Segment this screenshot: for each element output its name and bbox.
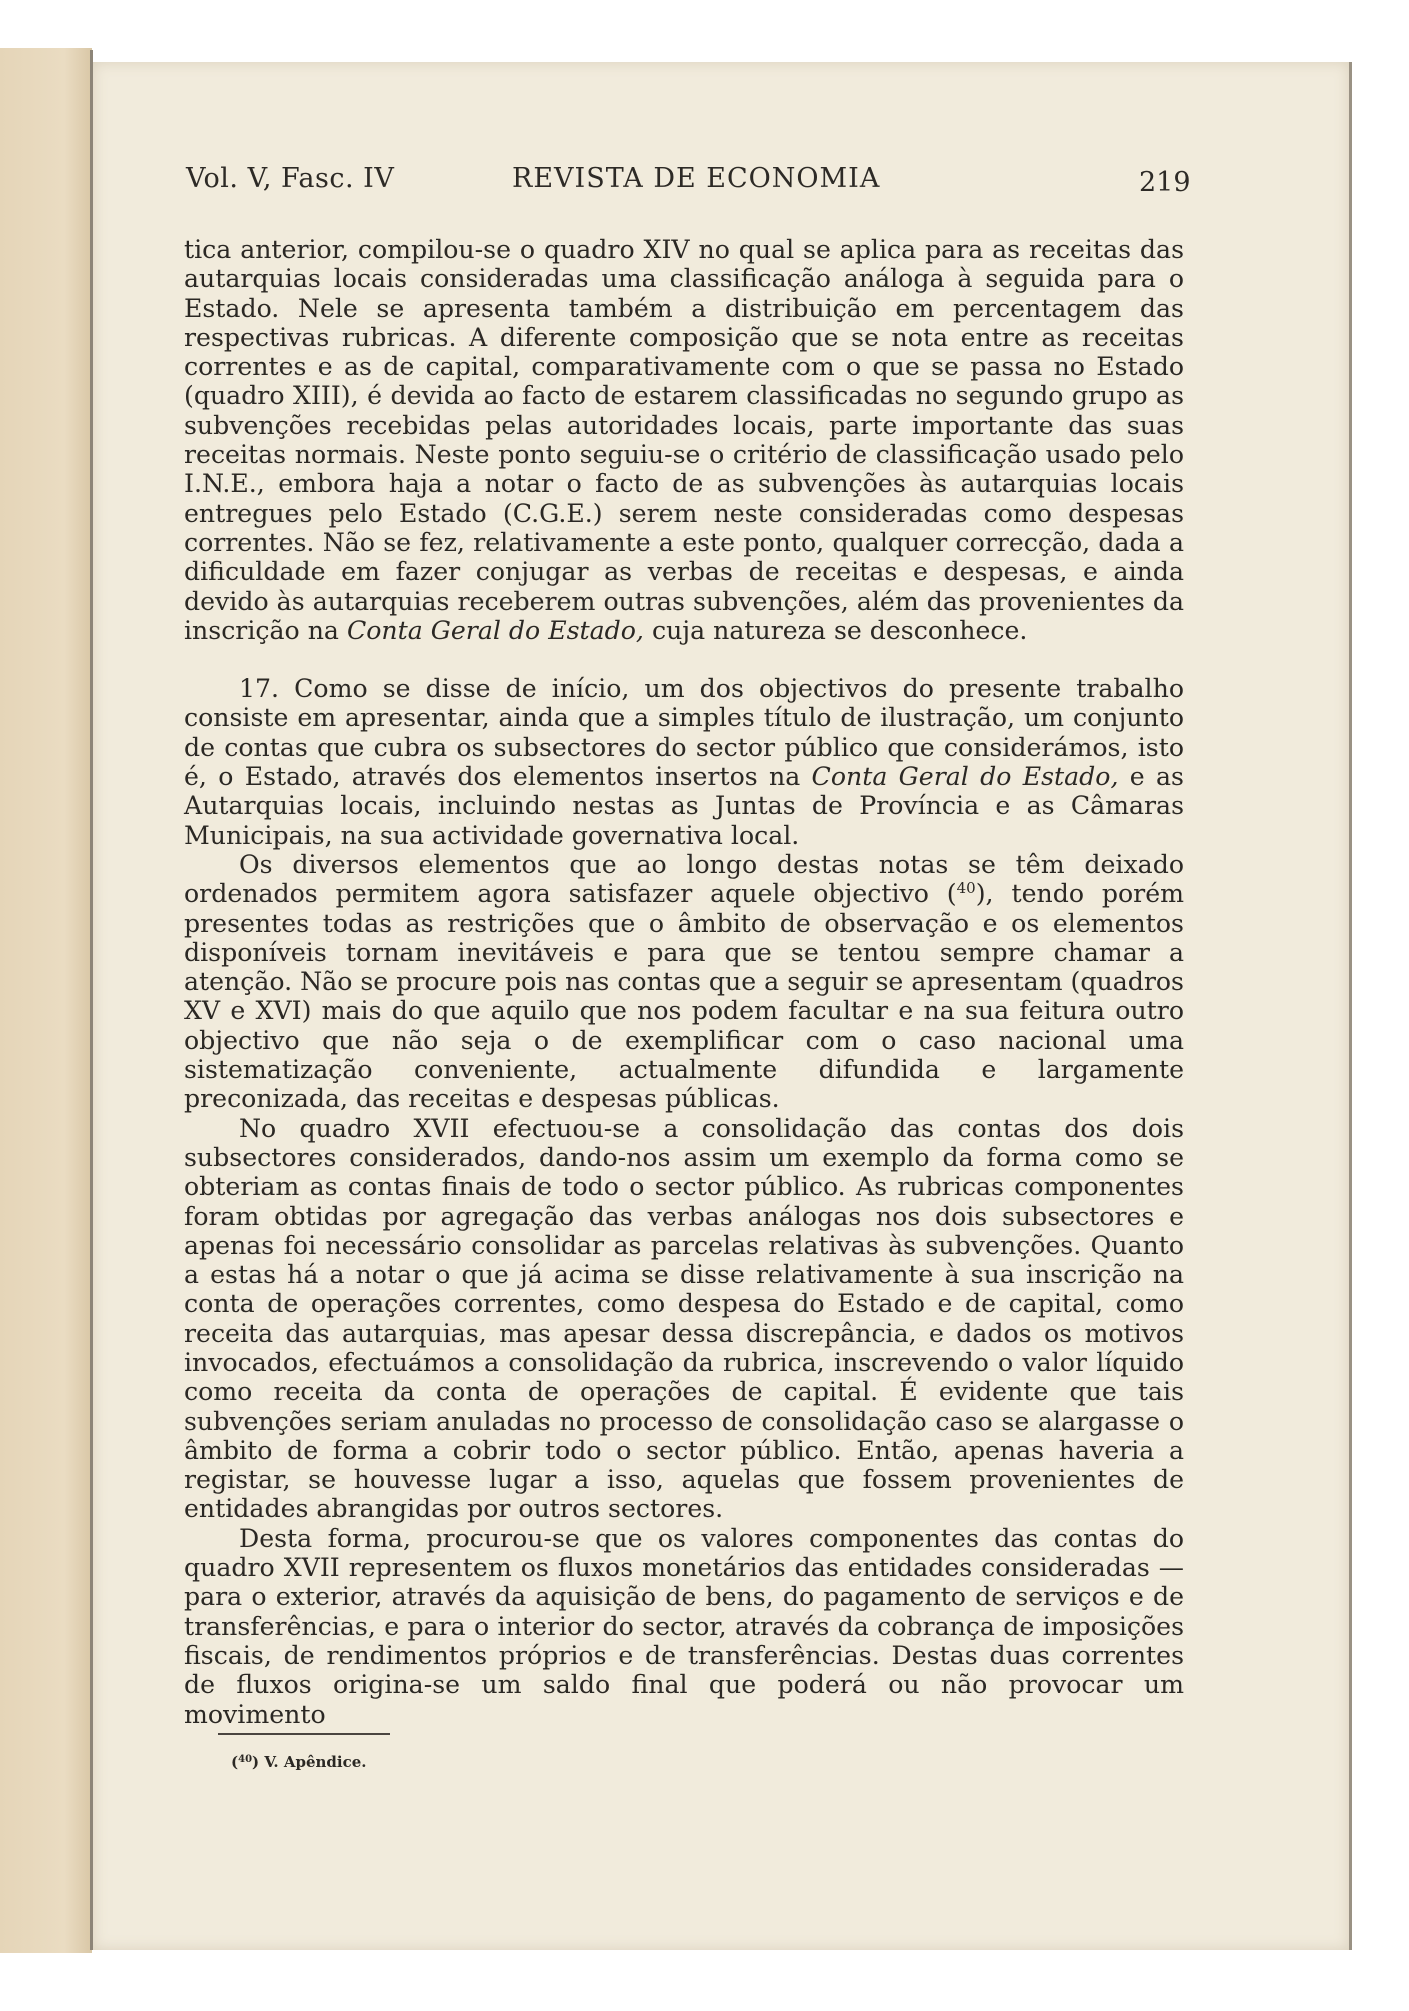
paragraph-4: No quadro XVII efectuou-se a consolidação das contas dos dois subsectores considerados, dando-nos assim um exemplo da forma como se obteriam as contas finais de todo o sector público. As rubricas componentes foram obtidas por agregação das verbas análogas nos dois subsectores e apenas foi necessário consolidar as parcelas relativas às subvenções. Quanto a estas há a notar o que já acima se disse relativamente à sua inscrição na conta de operações correntes, como despesa do Estado e de capital, como receita das autarquias, mas apesar dessa discrepância, e dados os motivos invocados, efectuámos a consolidação da rubrica, inscrevendo o valor líquido como receita da conta de operações de capital. É evidente que tais subvenções seriam anuladas no processo de consolidação caso se alargasse o âmbito de forma a cobrir todo o sector público. Então, apenas haveria a registar, se houvesse lugar a isso, aquelas que fossem provenientes de entidades abrangidas por outros sectores. <box>184 1113 1184 1524</box>
article-body <box>184 235 1184 1729</box>
volume-label: Vol. V, Fasc. IV <box>186 163 395 194</box>
running-header <box>186 163 1191 203</box>
italic-title: Conta Geral do Estado, <box>811 762 1119 792</box>
footnote-text: V. Apêndice. <box>259 1753 367 1771</box>
footnote-rule <box>218 1733 390 1735</box>
italic-title: Conta Geral do Estado, <box>346 615 644 645</box>
paragraph-3: Os diversos elementos que ao longo destas notas se têm deixado ordenados permitem agora satisfazer aquele objectivo ($^{40}$), tendo porém presentes todas as restrições que o âmbito de observação e os elementos disponíveis tornam inevitáveis e para que se tentou sempre chamar a atenção. Não se procure pois nas contas que a seguir se apresentam (quadros XV e XVI) mais do que aquilo que nos podem facultar e na sua feitura outro objectivo que não seja o de exemplificar com o caso nacional uma sistematização conveniente, actualmente difundida e largamente preconizada, das receitas e despesas públicas. <box>184 849 1184 1114</box>
paragraph-17: 17. Como se disse de início, um dos objectivos do presente trabalho consiste em apresentar, ainda que a simples título de ilustração, um conjunto de contas que cubra os subsectores do sector público que considerámos, isto é, o Estado, através dos elementos insertos na Conta Geral do Estado, e as Autarquias locais, incluindo nestas as Juntas de Província e as Câmaras Municipais, na sua actividade governativa local. <box>184 674 1184 850</box>
journal-title: REVISTA DE ECONOMIA <box>512 163 881 194</box>
footnote-marker: 40 <box>238 1754 253 1765</box>
paragraph-5: Desta forma, procurou-se que os valores componentes das contas do quadro XVII representem os fluxos monetários das entidades consideradas — para o exterior, através da aquisição de bens, do pagamento de serviços e de transferências, e para o interior do sector, através da cobrança de imposições fiscais, de rendimentos próprios e de transferências. Destas duas correntes de fluxos origina-se um saldo final que poderá ou não provocar um movimento <box>184 1523 1184 1729</box>
footnote: ($^{40}$) V. Apêndice. <box>231 1753 367 1771</box>
page-right-edge <box>1349 62 1352 1950</box>
page-number: 219 <box>1139 167 1191 198</box>
paragraph-1: tica anterior, compilou-se o quadro XIV no qual se aplica para as receitas das autarquias locais consideradas uma classificação análoga à seguida para o Estado. Nele se apresenta também a distribuição em percentagem das respectivas rubricas. A diferente composição que se nota entre as receitas correntes e as de capital, comparativamente com o que se passa no Estado (quadro XIII), é devida ao facto de estarem classificadas no segundo grupo as subvenções recebidas pelas autoridades locais, parte importante das suas receitas normais. Neste ponto seguiu-se o critério de classificação usado pelo I.N.E., embora haja a notar o facto de as subvenções às autarquias locais entregues pelo Estado (C.G.E.) serem neste consideradas como despesas correntes. Não se fez, relativamente a este ponto, qualquer correcção, dada a dificuldade em fazer conjugar as verbas de receitas e despesas, e ainda devido às autarquias receberem outras subvenções, além das provenientes da inscrição na Conta Geral do Estado, cuja natureza se desconhece. <box>184 235 1184 645</box>
footnote-reference: 40 <box>956 879 976 898</box>
adjacent-page-edge <box>0 48 92 1953</box>
